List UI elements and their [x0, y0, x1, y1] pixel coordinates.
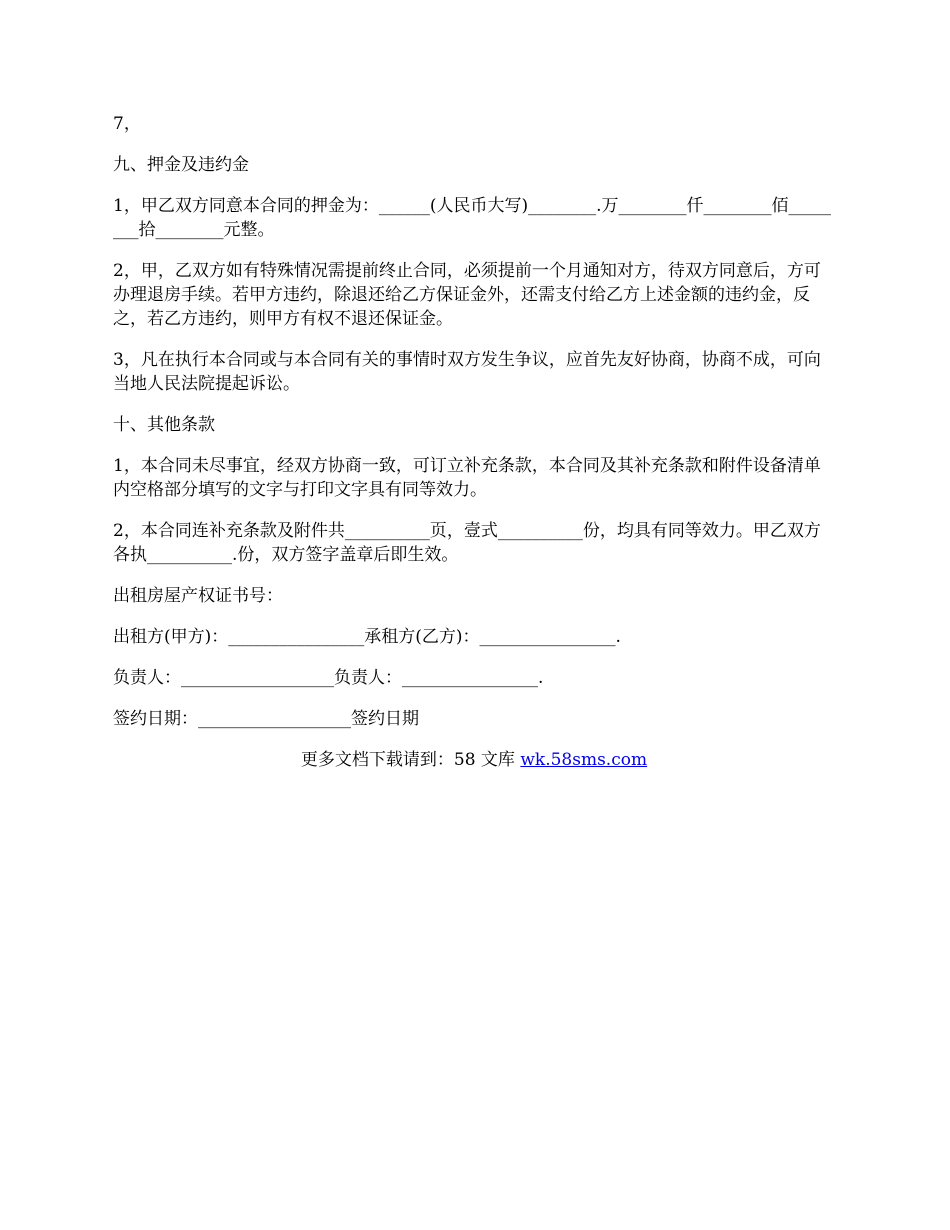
deposit-clause-2: 2，甲，乙双方如有特殊情况需提前终止合同，必须提前一个月通知对方，待双方同意后，方可办理退房手续。若甲方违约，除退还给乙方保证金外，还需支付给乙方上述金额的违约金，反之，若乙方违约，则甲方有权不退还保证金。 [113, 261, 821, 329]
document-body [113, 112, 835, 772]
deposit-clause-3: 3，凡在执行本合同或与本合同有关的事情时双方发生争议，应首先友好协商，协商不成，可向当地人民法院提起诉讼。 [113, 350, 821, 394]
parties-signature-line: 出租方(甲方)：________________承租方(乙方)：________________. [113, 627, 621, 647]
footer-text: 更多文档下载请到：58 文库 [300, 750, 521, 770]
section-9-heading: 九、押金及违约金 [113, 155, 249, 175]
responsible-person-line: 负责人：__________________负责人：________________. [113, 668, 544, 688]
section-10-heading: 十、其他条款 [113, 415, 215, 435]
deposit-clause-1: 1，甲乙双方同意本合同的押金为：______(人民币大写)________.万________仟________佰________拾________元整。 [113, 196, 831, 240]
download-footer [113, 748, 835, 772]
footer-link[interactable]: wk.58sms.com [520, 750, 648, 770]
signing-date-line: 签约日期：__________________签约日期 [113, 709, 419, 729]
other-clause-2: 2，本合同连补充条款及附件共__________页，壹式__________份，均具有同等效力。甲乙双方各执__________.份，双方签字盖章后即生效。 [113, 521, 821, 565]
clause-7-number: 7， [113, 114, 141, 134]
property-certificate-line: 出租房屋产权证书号： [113, 586, 283, 606]
other-clause-1: 1，本合同未尽事宜，经双方协商一致，可订立补充条款，本合同及其补充条款和附件设备清单内空格部分填写的文字与打印文字具有同等效力。 [113, 456, 821, 500]
